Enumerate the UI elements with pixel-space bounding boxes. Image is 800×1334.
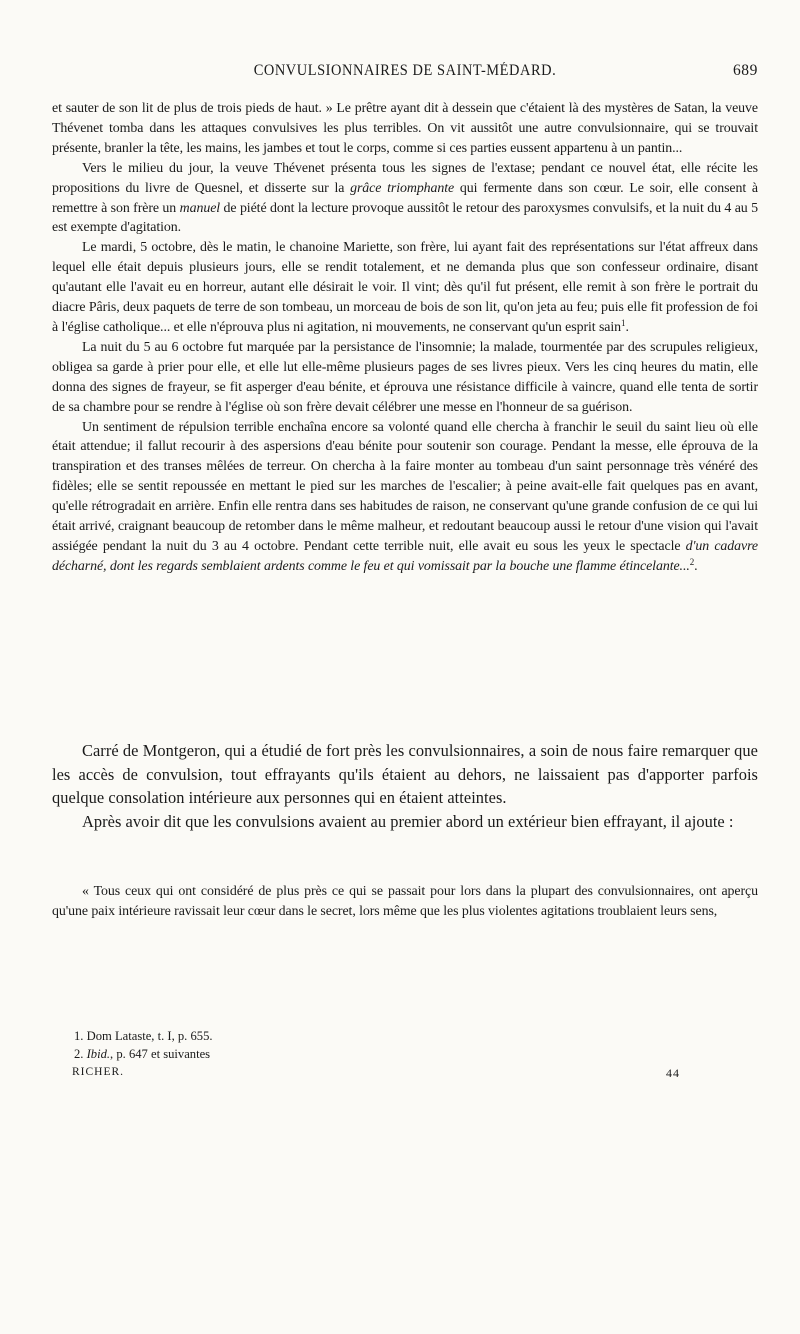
p2-emphasis-2: manuel [179, 200, 221, 216]
footnote-2-number: 2. [74, 1046, 84, 1061]
p3-text: Le mardi, 5 octobre, dès le matin, le chanoine Mariette, son frère, lui ayant fait des représentations sur l'état affreux dans lequel elle était depuis plusieurs jours, elle se rendit totalement, et ne demanda plus que son confesseur ordinaire, disant qu'autant elle l'avait eu en horreur, autant elle désirait le voir. Il vint; dès qu'il fut présent, elle remit à son frère le portrait du diacre Pâris, deux paquets de terre de son tombeau, un morceau de bois de son lit, qu'on jeta au feu; puis elle fit profession de foi à l'église catholique... et elle n'éprouva plus ni agitation, ni mouvements, ne conservant qu'un esprit sain [52, 240, 758, 335]
paragraph-8: « Tous ceux qui ont considéré de plus près ce qui se passait pour lors dans la plupart des convulsionnaires, ont aperçu qu'une paix intérieure ravissait leur cœur dans le secret, lors même que les plus violentes agitations troublaient leurs sens, [52, 884, 758, 919]
footnote-1-text: Dom Lataste, t. I, p. 655. [86, 1029, 213, 1043]
paragraph-7: Après avoir dit que les convulsions avaient au premier abord un extérieur bien effrayant, il ajoute : [82, 812, 734, 832]
p2-text-b: qui fermente dans son cœur. Le soir, elle consent à remettre à son frère un [52, 180, 758, 216]
printer-signature: RICHER. [72, 1066, 125, 1078]
paragraph-5: Un sentiment de répulsion terrible enchaîna encore sa volonté quand elle chercha à franchir le seuil du saint lieu où elle était attendue; il fallut recourir à des aspersions d'eau bénite pour soutenir son courage. Pendant la messe, elle éprouva de la transpiration et des transes mêlées de terreur. On chercha à la faire monter au tombeau d'un saint personnage très vénéré des fidèles; elle se sentit repoussée en mettant le pied sur les marches de l'escalier; à peine avait-elle fait quelques pas en avant, qu'elle rétrogradait en arrière. Enfin elle rentra dans ses habitudes de raison, ne conservant qu'une grande confusion de ce qui lui était arrivé, craignant beaucoup de retomber dans le même malheur, et redoutant beaucoup aussi le retour d'une vision qui l'avait assiégée pendant la nuit du 3 au 4 octobre. Pendant cette terrible nuit, elle avait eu sous les yeux le spectacle d'un cadavre décharné, dont les regards semblaient ardents comme le feu et qui vomissait par la bouche une flamme étincelante...$^2$. [52, 419, 758, 574]
page [52, 0, 758, 1334]
p5-text: Un sentiment de répulsion terrible enchaîna encore sa volonté quand elle chercha à franchir le seuil du saint lieu où elle était attendue; il fallut recourir à des aspersions d'eau bénite pour soutenir son courage. Pendant la messe, elle éprouva de la transpiration et des transes mêlées de terreur. On chercha à la faire monter au tombeau d'un saint personnage très vénéré des fidèles; elle se sentit repoussée en mettant le pied sur les marches de l'escalier; à peine avait-elle fait quelques pas en avant, qu'elle rétrogradait en arrière. Enfin elle rentra dans ses habitudes de raison, ne conservant qu'une grande confusion de ce qui lui était arrivé, craignant beaucoup de retomber dans le même malheur, et redoutant beaucoup aussi le retour d'une vision qui l'avait assiégée pendant la nuit du 3 au 4 octobre. Pendant cette terrible nuit, elle avait eu sous les yeux le spectacle [52, 419, 758, 554]
body-large-block [52, 739, 758, 834]
p2-emphasis-1: grâce triomphante [350, 180, 455, 196]
footnote-ref-2: 2 [689, 556, 695, 567]
footnote-2-ibid: Ibid. [86, 1046, 111, 1061]
p2-text-c: de piété dont la lecture provoque aussitôt le retour des paroxysmes convulsifs, et la nuit du 4 au 5 est exempte d'agitation. [52, 200, 759, 236]
paragraph-3: Le mardi, 5 octobre, dès le matin, le chanoine Mariette, son frère, lui ayant fait des représentations sur l'état affreux dans lequel elle était depuis plusieurs jours, elle se rendit totalement, et ne demanda plus que son confesseur ordinaire, disant qu'autant elle l'avait eu en horreur, autant elle désirait le voir. Il vint; dès qu'il fut présent, elle remit à son frère le portrait du diacre Pâris, deux paquets de terre de son tombeau, un morceau de bois de son lit, qu'on jeta au feu; puis elle fit profession de foi à l'église catholique... et elle n'éprouva plus ni agitation, ni mouvements, ne conservant qu'un esprit sain$^1$. [52, 240, 758, 335]
paragraph-6: Carré de Montgeron, qui a étudié de fort près les convulsionnaires, a soin de nous faire remarquer que les accès de convulsion, tout effrayants qu'ils étaient au dehors, ne laissaient pas d'apporter parfois quelque consolation intérieure aux personnes qui en étaient atteintes. [52, 741, 758, 808]
footnote-ref-1: 1 [621, 317, 626, 328]
running-header [52, 62, 758, 84]
footnote-2 [52, 1046, 612, 1064]
paragraph-4: La nuit du 5 au 6 octobre fut marquée par la persistance de l'insomnie; la malade, tourmentée par des scrupules religieux, obligea sa garde à prier pour elle, et elle lut elle-même plusieurs pages de ses livres pieux. Vers les cinq heures du matin, elle donna des signes de frayeur, se fit asperger d'eau bénite, et éprouva une résistance difficile à vaincre, quand elle tenta de sortir de sa chambre pour se rendre à l'église où son frère devait célébrer une messe en l'honneur de sa guérison. [52, 339, 758, 415]
paragraph-1: et sauter de son lit de plus de trois pieds de haut. » Le prêtre ayant dit à dessein que c'étaient là des mystères de Satan, la veuve Thévenet tomba dans les attaques convulsives les plus terribles. On vit aussitôt une autre convulsionnaire, qui se trouvait présente, branler la tête, les mains, les jambes et tout le corps, comme si ces parties eussent appartenu à un pantin... [52, 101, 758, 156]
p5-emphasis: d'un cadavre décharné, dont les regards semblaient ardents comme le feu et qui vomissait par la bouche une flamme étincelante... [52, 538, 758, 574]
running-title: CONVULSIONNAIRES DE SAINT-MÉDARD. [253, 62, 557, 79]
footnote-2-text: , p. 647 et suivantes [110, 1046, 211, 1061]
footnote-1 [52, 1028, 612, 1046]
quotation-block [52, 882, 758, 922]
page-number: 689 [732, 62, 758, 79]
p2-text-a: Vers le milieu du jour, la veuve Thévenet présenta tous les signes de l'extase; pendant ce nouvel état, elle récite les propositions du livre de Quesnel, et disserte sur la [52, 160, 758, 196]
footnotes [52, 1028, 612, 1063]
footnote-1-number: 1. [74, 1029, 84, 1043]
body-small-block [52, 99, 758, 577]
sheet-mark: 44 [666, 1066, 680, 1080]
page-footer [52, 1066, 758, 1084]
paragraph-2 [52, 159, 758, 239]
